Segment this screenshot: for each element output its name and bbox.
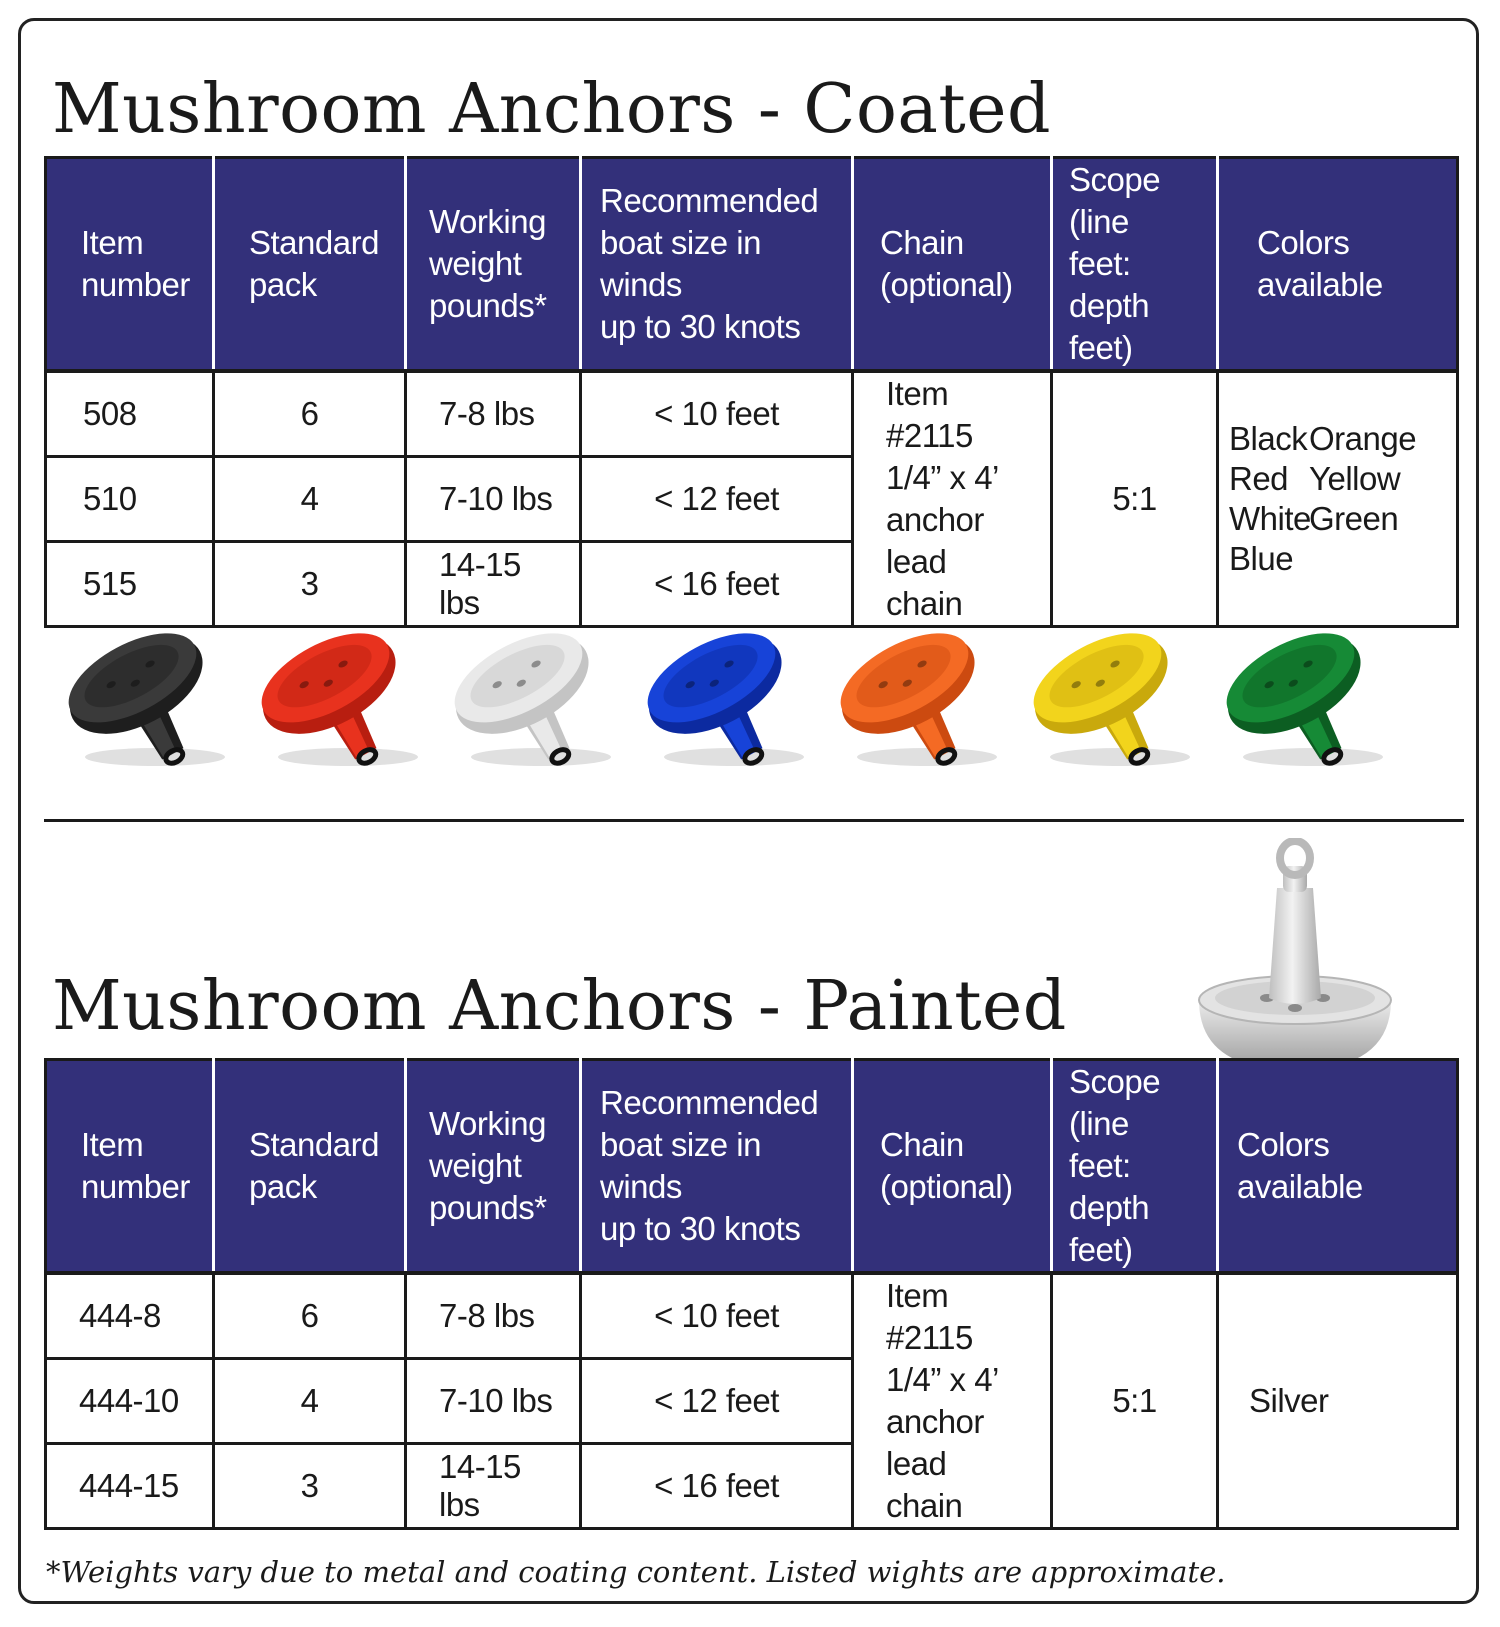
item-number-cell: 515: [46, 541, 214, 626]
anchor-green: [1218, 612, 1388, 782]
anchor-orange: [832, 612, 1002, 782]
header-standard-pack: Standard pack: [214, 1060, 406, 1274]
scope-cell: 5:1: [1052, 1273, 1218, 1529]
boat-size-cell: < 16 feet: [581, 1443, 853, 1528]
boat-size-cell: < 16 feet: [581, 541, 853, 626]
table-row: [46, 371, 1458, 456]
colors-list: [1229, 419, 1440, 579]
header-chain: Chain (optional): [853, 158, 1052, 372]
standard-pack-cell: 3: [214, 541, 406, 626]
color-orange: Orange: [1309, 420, 1417, 457]
painted-section-title: Mushroom Anchors - Painted: [52, 967, 1067, 1046]
header-item-number: Item number: [46, 1060, 214, 1274]
working-weight-cell: 7-10 lbs: [406, 456, 581, 541]
working-weight-cell: 7-8 lbs: [406, 1273, 581, 1358]
chain-cell: Item #2115 1/4” x 4’ anchor lead chain: [853, 1273, 1052, 1529]
color-white: White: [1229, 500, 1311, 537]
header-item-number: Item number: [46, 158, 214, 372]
standard-pack-cell: 3: [214, 1443, 406, 1528]
painted-header-row: [46, 1060, 1458, 1274]
silver-anchor-image: [1185, 838, 1405, 1088]
item-number-cell: 444-8: [46, 1273, 214, 1358]
standard-pack-cell: 4: [214, 1358, 406, 1443]
working-weight-cell: 7-8 lbs: [406, 371, 581, 456]
table-row: [46, 1273, 1458, 1358]
coated-spec-table: [44, 156, 1459, 628]
colors-cell: [1218, 371, 1458, 627]
working-weight-cell: 14-15 lbs: [406, 1443, 581, 1528]
anchor-black: [60, 612, 230, 782]
working-weight-cell: 14-15 lbs: [406, 541, 581, 626]
standard-pack-cell: 6: [214, 1273, 406, 1358]
header-standard-pack: Standard pack: [214, 158, 406, 372]
coated-section-title: Mushroom Anchors - Coated: [52, 70, 1052, 149]
boat-size-cell: < 12 feet: [581, 456, 853, 541]
header-chain: Chain (optional): [853, 1060, 1052, 1274]
item-number-cell: 510: [46, 456, 214, 541]
coated-anchor-gallery: [60, 612, 1420, 782]
color-red: Red: [1229, 460, 1289, 497]
color-yellow: Yellow: [1309, 460, 1401, 497]
standard-pack-cell: 4: [214, 456, 406, 541]
boat-size-cell: < 10 feet: [581, 1273, 853, 1358]
chain-cell: Item #2115 1/4” x 4’ anchor lead chain: [853, 371, 1052, 627]
working-weight-cell: 7-10 lbs: [406, 1358, 581, 1443]
colors-cell: Silver: [1218, 1273, 1458, 1529]
color-blue: Blue: [1229, 540, 1294, 577]
boat-size-cell: < 12 feet: [581, 1358, 853, 1443]
header-scope: Scope (line feet: depth feet): [1052, 158, 1218, 372]
anchor-blue: [639, 612, 809, 782]
section-divider: [44, 819, 1464, 822]
coated-header-row: [46, 158, 1458, 372]
item-number-cell: 508: [46, 371, 214, 456]
header-working-weight: Working weight pounds*: [406, 1060, 581, 1274]
header-working-weight: Working weight pounds*: [406, 158, 581, 372]
painted-spec-table: [44, 1058, 1459, 1530]
footnote: *Weights vary due to metal and coating content. Listed wights are approximate.: [46, 1555, 1226, 1589]
color-green: Green: [1309, 500, 1399, 537]
anchor-yellow: [1025, 612, 1195, 782]
standard-pack-cell: 6: [214, 371, 406, 456]
header-colors: Colors available: [1218, 158, 1458, 372]
boat-size-cell: < 10 feet: [581, 371, 853, 456]
header-colors: Colors available: [1218, 1060, 1458, 1274]
anchor-white: [446, 612, 616, 782]
anchor-red: [253, 612, 423, 782]
item-number-cell: 444-15: [46, 1443, 214, 1528]
header-scope: Scope (line feet: depth feet): [1052, 1060, 1218, 1274]
item-number-cell: 444-10: [46, 1358, 214, 1443]
header-boat-size: Recommended boat size in winds up to 30 knots: [581, 1060, 853, 1274]
color-black: Black: [1229, 420, 1308, 457]
header-boat-size: Recommended boat size in winds up to 30 knots: [581, 158, 853, 372]
scope-cell: 5:1: [1052, 371, 1218, 627]
